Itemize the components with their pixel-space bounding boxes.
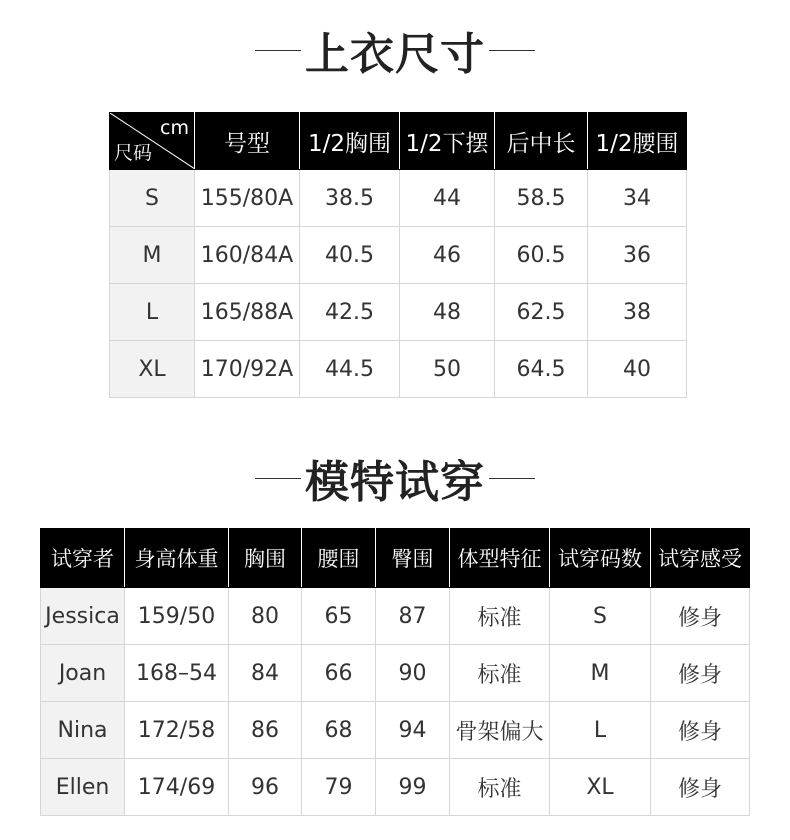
model-value-cell: 172/58	[125, 702, 229, 759]
model-col-header: 试穿码数	[550, 529, 651, 588]
size-table-row	[110, 341, 687, 398]
title-rule-left	[255, 478, 301, 479]
model-fitting-table	[40, 528, 750, 816]
size-value-cell: 44	[400, 170, 495, 227]
model-name-cell: Joan	[41, 645, 125, 702]
size-value-cell: 42.5	[300, 284, 400, 341]
model-value-cell: 骨架偏大	[450, 702, 550, 759]
size-table-row	[110, 170, 687, 227]
size-value-cell: 64.5	[495, 341, 588, 398]
size-value-cell: 48	[400, 284, 495, 341]
size-cell: L	[110, 284, 195, 341]
model-col-header: 胸围	[229, 529, 302, 588]
size-row-label: 尺码	[114, 142, 153, 164]
model-value-cell: 159/50	[125, 588, 229, 645]
model-value-cell: 174/69	[125, 759, 229, 816]
size-value-cell: 38	[588, 284, 687, 341]
model-col-header: 试穿者	[41, 529, 125, 588]
size-value-cell: 36	[588, 227, 687, 284]
model-value-cell: 84	[229, 645, 302, 702]
size-value-cell: 44.5	[300, 341, 400, 398]
model-value-cell: 65	[302, 588, 376, 645]
model-table-header-row	[41, 529, 750, 588]
model-value-cell: 修身	[651, 759, 750, 816]
size-value-cell: 40.5	[300, 227, 400, 284]
size-value-cell: 155/80A	[195, 170, 300, 227]
model-value-cell: 标准	[450, 759, 550, 816]
size-col-header: 后中长	[495, 113, 588, 170]
model-col-header: 腰围	[302, 529, 376, 588]
model-value-cell: 68	[302, 702, 376, 759]
size-cell: XL	[110, 341, 195, 398]
size-cell: M	[110, 227, 195, 284]
model-col-header: 体型特征	[450, 529, 550, 588]
model-value-cell: XL	[550, 759, 651, 816]
model-value-cell: 修身	[651, 645, 750, 702]
model-value-cell: 99	[376, 759, 450, 816]
size-value-cell: 160/84A	[195, 227, 300, 284]
model-value-cell: M	[550, 645, 651, 702]
unit-label: cm	[160, 117, 189, 139]
size-value-cell: 40	[588, 341, 687, 398]
model-col-header: 身高体重	[125, 529, 229, 588]
model-value-cell: 66	[302, 645, 376, 702]
size-value-cell: 58.5	[495, 170, 588, 227]
model-col-header: 臀围	[376, 529, 450, 588]
model-fitting-title	[0, 448, 790, 508]
model-value-cell: L	[550, 702, 651, 759]
size-table-row	[110, 227, 687, 284]
model-name-cell: Jessica	[41, 588, 125, 645]
size-col-header: 1/2腰围	[588, 113, 687, 170]
size-table-header-row	[110, 113, 687, 170]
model-value-cell: 86	[229, 702, 302, 759]
size-chart-table	[109, 112, 687, 398]
size-chart-title-text: 上衣尺寸	[305, 29, 485, 80]
model-value-cell: 修身	[651, 702, 750, 759]
size-col-header: 1/2胸围	[300, 113, 400, 170]
size-table-corner-cell	[110, 113, 195, 170]
model-table-row	[41, 588, 750, 645]
size-value-cell: 62.5	[495, 284, 588, 341]
size-value-cell: 46	[400, 227, 495, 284]
model-value-cell: 94	[376, 702, 450, 759]
model-value-cell: 90	[376, 645, 450, 702]
model-fitting-title-text: 模特试穿	[305, 457, 485, 508]
size-value-cell: 170/92A	[195, 341, 300, 398]
model-table-row	[41, 702, 750, 759]
model-value-cell: S	[550, 588, 651, 645]
size-value-cell: 38.5	[300, 170, 400, 227]
model-value-cell: 80	[229, 588, 302, 645]
model-value-cell: 标准	[450, 645, 550, 702]
model-value-cell: 87	[376, 588, 450, 645]
size-col-header: 号型	[195, 113, 300, 170]
model-name-cell: Nina	[41, 702, 125, 759]
size-col-header: 1/2下摆	[400, 113, 495, 170]
size-value-cell: 165/88A	[195, 284, 300, 341]
model-name-cell: Ellen	[41, 759, 125, 816]
title-rule-left	[255, 50, 301, 51]
model-value-cell: 168–54	[125, 645, 229, 702]
model-table-row	[41, 645, 750, 702]
title-rule-right	[489, 50, 535, 51]
size-value-cell: 34	[588, 170, 687, 227]
model-value-cell: 标准	[450, 588, 550, 645]
size-value-cell: 60.5	[495, 227, 588, 284]
model-value-cell: 修身	[651, 588, 750, 645]
model-value-cell: 96	[229, 759, 302, 816]
size-cell: S	[110, 170, 195, 227]
size-chart-title	[0, 20, 790, 80]
title-rule-right	[489, 478, 535, 479]
model-table-row	[41, 759, 750, 816]
model-col-header: 试穿感受	[651, 529, 750, 588]
model-value-cell: 79	[302, 759, 376, 816]
size-table-row	[110, 284, 687, 341]
size-value-cell: 50	[400, 341, 495, 398]
